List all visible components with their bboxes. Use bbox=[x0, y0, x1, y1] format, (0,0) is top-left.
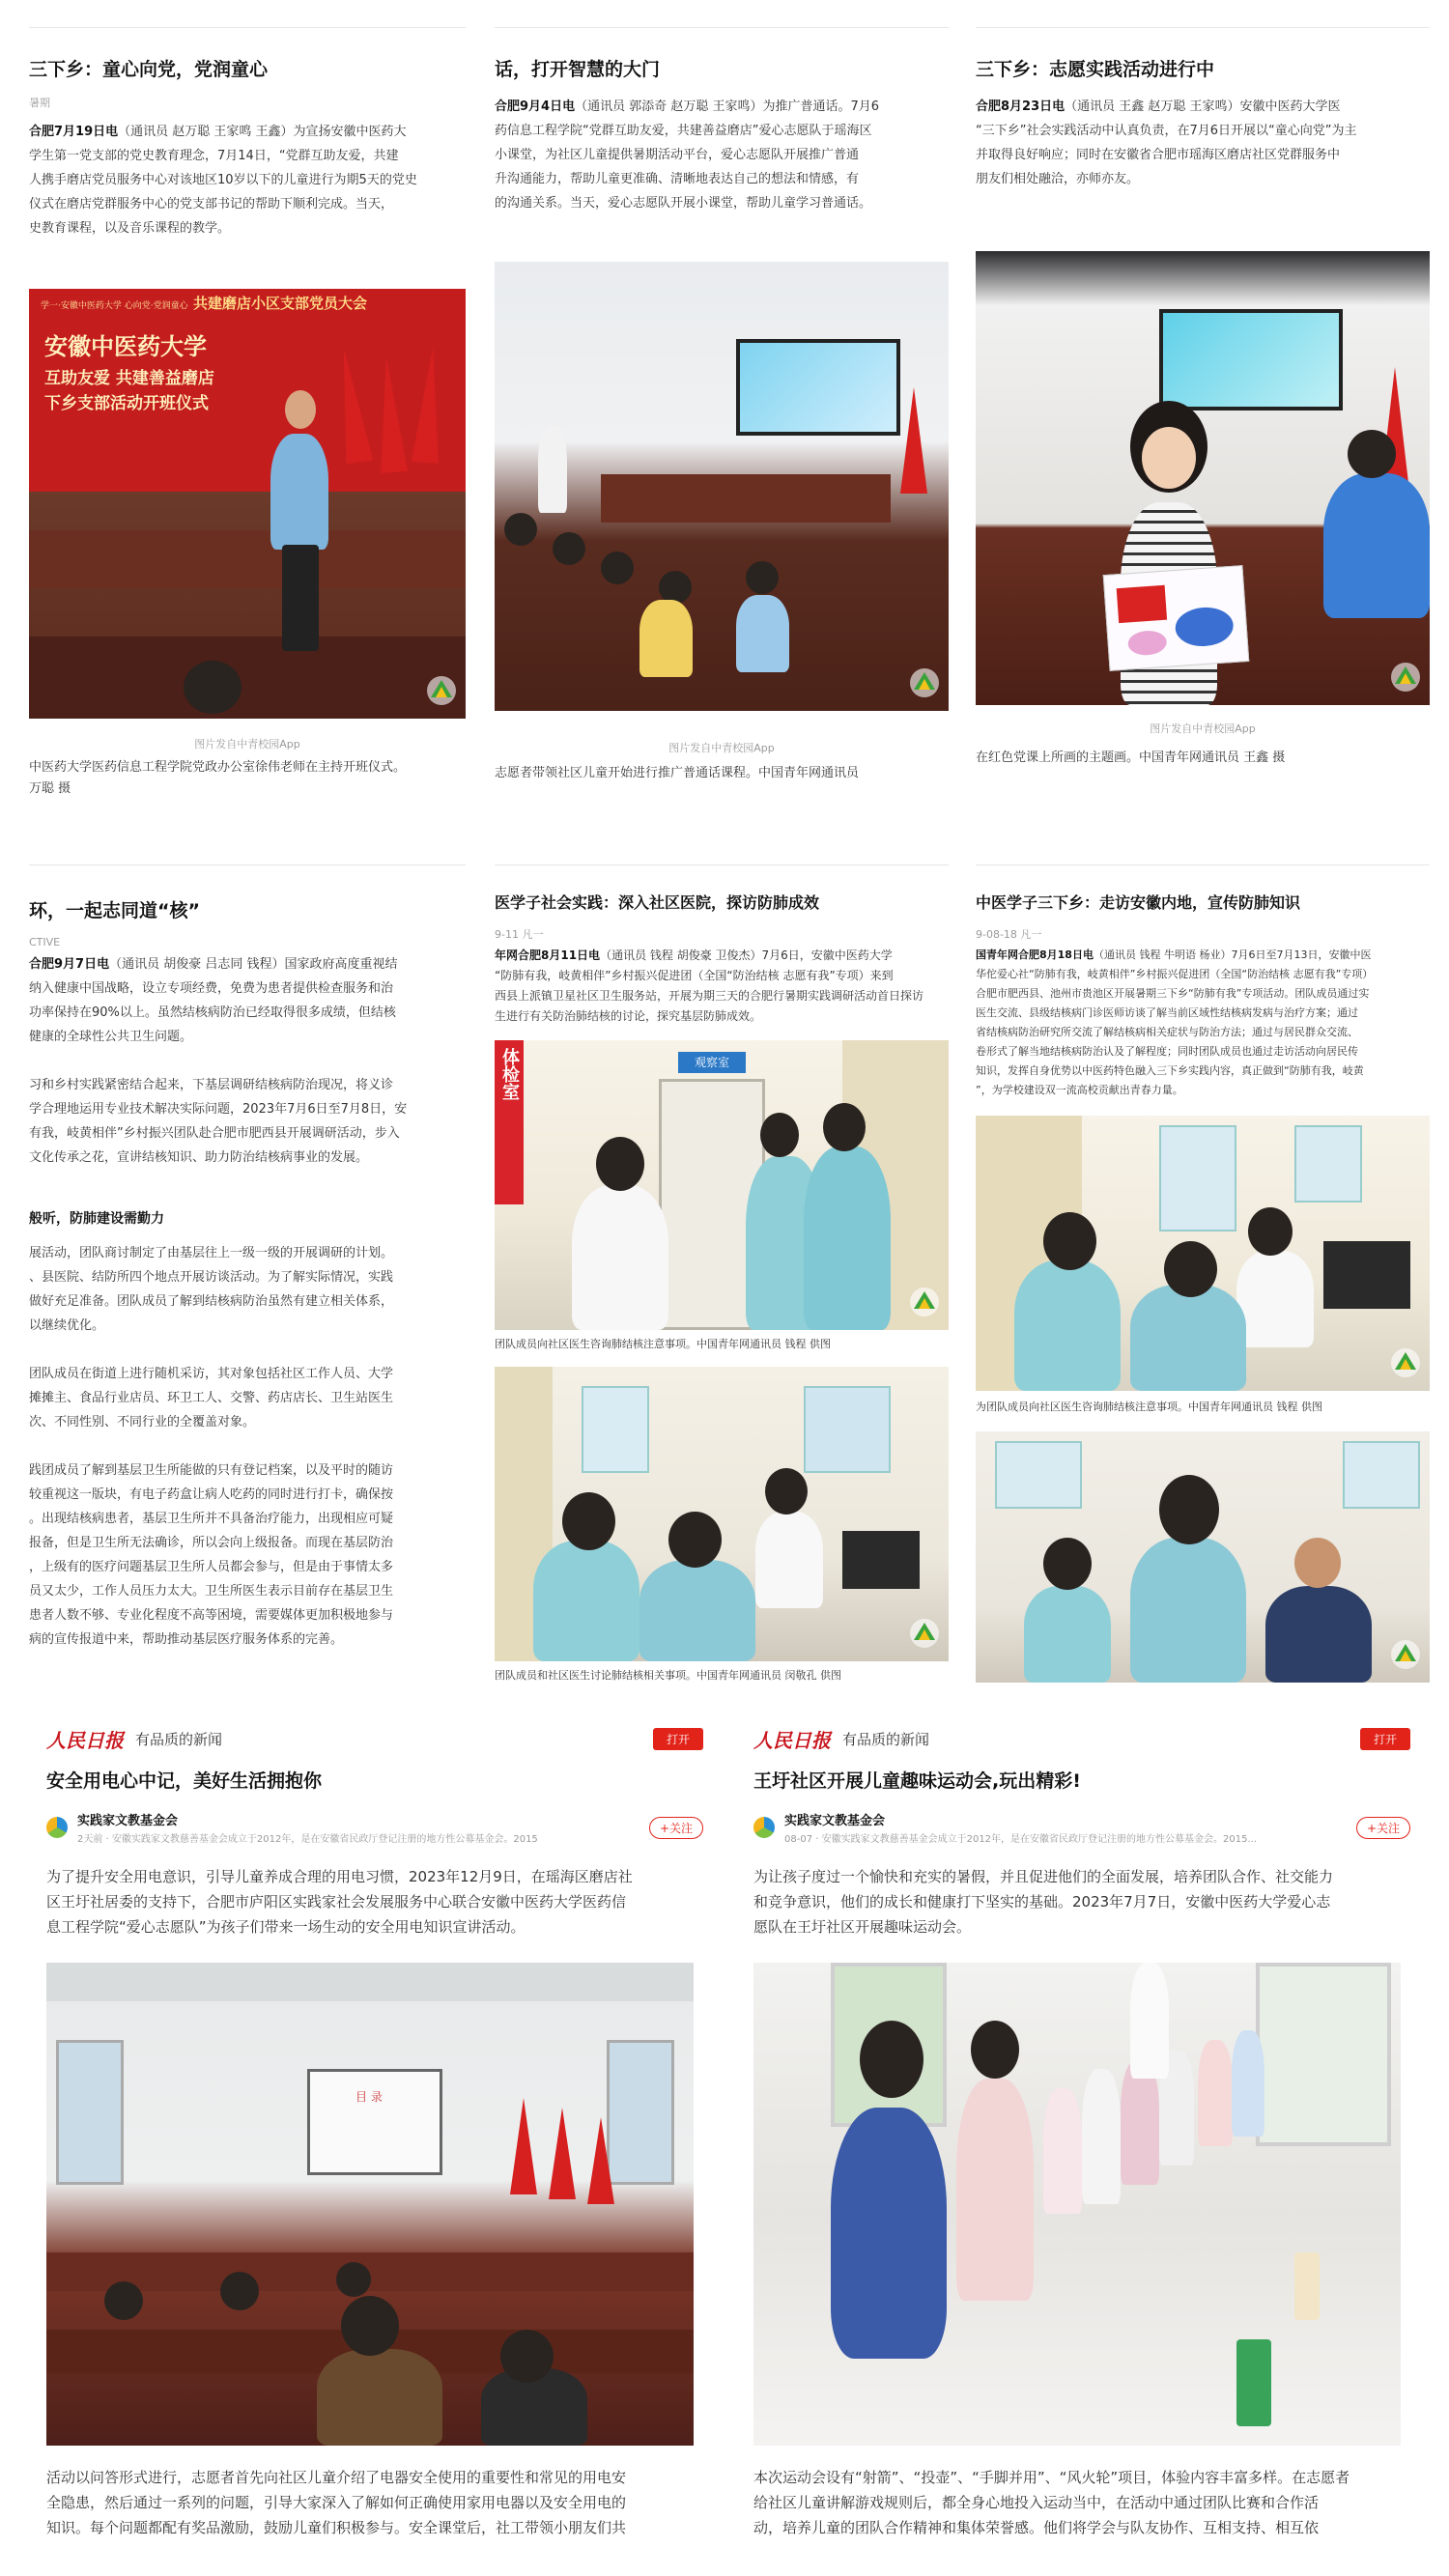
child bbox=[736, 595, 789, 672]
red-flag bbox=[510, 2098, 537, 2194]
open-button[interactable]: 打开 bbox=[1360, 1728, 1410, 1750]
audience-head bbox=[184, 661, 242, 714]
clinic-sign bbox=[495, 1040, 524, 1204]
follow-button[interactable]: +关注 bbox=[1356, 1817, 1410, 1839]
body-line: 生进行有关防治肺结核的讨论，探究基层防肺成效。 bbox=[495, 1009, 762, 1023]
body-line: 给社区儿童讲解游戏规则后，都全身心地投入运动当中，在活动中通过团队比赛和合作活 bbox=[753, 2494, 1320, 2511]
projector-screen bbox=[1159, 309, 1343, 410]
ceiling bbox=[46, 1963, 694, 2001]
body-line: 全隐患，然后通过一系列的问题，引导大家深入了解如何正确使用家用电器以及安全用电的 bbox=[46, 2494, 627, 2511]
boy bbox=[1323, 473, 1430, 618]
author-name[interactable]: 实践家文教基金会 bbox=[77, 1814, 179, 1828]
photo-clinic-consult-2 bbox=[976, 1116, 1430, 1391]
body-line: 仪式在磨店党群服务中心的党支部书记的帮助下顺利完成。当天， bbox=[29, 197, 394, 212]
photo-opening-ceremony bbox=[29, 289, 466, 719]
body-line: 健康的全球性公共卫生问题。 bbox=[29, 1030, 193, 1044]
child bbox=[1082, 2069, 1121, 2204]
body-line: 升沟通能力，帮助儿童更准确、清晰地表达自己的想法和情感，有 bbox=[495, 172, 860, 186]
brand-logo: 人民日报 bbox=[46, 1728, 124, 1752]
body-line: 医生交流、县级结核病门诊医师访谈了解当前区域性结核病发病与治疗方案；通过 bbox=[976, 1006, 1358, 1019]
body-line: 做好充足准备。团队成员了解到结核病防治虽然有建立相关体系， bbox=[29, 1294, 394, 1309]
child-head bbox=[659, 571, 692, 604]
doctor bbox=[755, 1512, 823, 1608]
article-panel-3 bbox=[976, 27, 1430, 829]
panel-title: 中医学子三下乡：走访安徽内地，宣传防肺知识 bbox=[976, 893, 1301, 912]
stage-table bbox=[601, 474, 891, 523]
panel-title: 三下乡：童心向党，党润童心 bbox=[29, 59, 269, 80]
photo-clinic-consult bbox=[495, 1040, 949, 1330]
volunteer bbox=[538, 426, 567, 513]
body-line: 动，培养儿童的团队合作精神和集体荣誉感。他们将学会与队友协作、互相支持、相互依 bbox=[753, 2519, 1320, 2536]
panel-title: 医学子社会实践：深入社区医院，探访防肺成效 bbox=[495, 893, 820, 912]
watermark-logo-icon bbox=[908, 666, 941, 699]
author-avatar-icon[interactable] bbox=[753, 1817, 775, 1838]
article-panel-1 bbox=[29, 27, 466, 829]
student bbox=[1014, 1260, 1121, 1391]
red-flag bbox=[587, 2117, 614, 2204]
article-panel-6 bbox=[976, 864, 1430, 1695]
panel-body bbox=[29, 120, 466, 241]
watermark-logo-icon bbox=[1389, 661, 1422, 694]
body-line: 知识，发挥自身优势以中医药特色融入三下乡实践内容，真正做到“防肺有我，岐黄 bbox=[976, 1064, 1364, 1077]
article-panel-5 bbox=[495, 864, 949, 1695]
student bbox=[804, 1146, 891, 1330]
body-line: 文化传承之花，宣讲结核知识、助力防治结核病事业的发展。 bbox=[29, 1150, 369, 1165]
student-head bbox=[562, 1492, 615, 1550]
boy-head bbox=[1348, 430, 1396, 478]
body-line: 次、不同性别、不同行业的全覆盖对象。 bbox=[29, 1415, 256, 1430]
panel-body bbox=[495, 95, 949, 215]
brand bbox=[46, 1725, 222, 1753]
dateline: 合肥9月4日电 bbox=[495, 99, 576, 114]
doctor bbox=[1236, 1251, 1314, 1347]
byline: （通讯员 王鑫 赵万聪 王家鸣）安徽中医药大学医 bbox=[1065, 99, 1341, 114]
brand-slogan: 有品质的新闻 bbox=[135, 1730, 223, 1748]
body-line: 小课堂，为社区儿童提供暑期活动平台，爱心志愿队开展推广普通 bbox=[495, 148, 860, 162]
child-head bbox=[220, 2272, 259, 2310]
monitor bbox=[842, 1531, 920, 1589]
banner-sub-text: 下乡支部活动开班仪式 bbox=[44, 394, 209, 413]
body-line: 员又太少，工作人员压力太大。卫生所医生表示目前存在基层卫生 bbox=[29, 1584, 394, 1599]
body-line: 本次运动会设有“射箭”、“投壶”、“手脚并用”、“风火轮”项目，体验内容丰富多样。在志愿者 bbox=[753, 2469, 1350, 2486]
banner-right-text: 共建磨店小区支部党员大会 bbox=[193, 295, 368, 312]
body-line: 较重视这一版块，有电子药盒让病人吃药的同时进行打卡，确保按 bbox=[29, 1487, 394, 1502]
body-line: 报备，但是卫生所无法确诊，所以会向上级报备。而现在基层防治 bbox=[29, 1536, 394, 1550]
body-line: 功率保持在90%以上。虽然结核病防治已经取得很多成绩，但结核 bbox=[29, 1005, 396, 1020]
body-line bbox=[29, 1434, 466, 1458]
student bbox=[1130, 1538, 1246, 1683]
panel-divider bbox=[976, 27, 1430, 28]
child-head bbox=[746, 561, 779, 594]
child-head bbox=[553, 532, 585, 565]
card-title: 王圩社区开展儿童趣味运动会,玩出精彩! bbox=[753, 1770, 1081, 1792]
body-line: 合肥市肥西县、池州市贵池区开展暑期三下乡“防肺有我”专项活动。团队成员通过实 bbox=[976, 987, 1370, 1000]
panel-body bbox=[976, 95, 1430, 191]
panel-divider bbox=[976, 864, 1430, 865]
brand bbox=[753, 1725, 929, 1753]
author-meta: 08-07 · 安徽实践家文教慈善基金会成立于2012年，是在安徽省民政厅登记注册的地方性公募基金会。2015... bbox=[784, 1834, 1258, 1845]
desk bbox=[29, 637, 466, 719]
news-card-2 bbox=[753, 1724, 1410, 2564]
girl-face bbox=[1142, 427, 1196, 489]
body-line: 愿队在王圩社区开展趣味运动会。 bbox=[753, 1918, 972, 1936]
panel-divider bbox=[495, 864, 949, 865]
student-head bbox=[823, 1103, 866, 1151]
student-head bbox=[1043, 1212, 1096, 1270]
author-row bbox=[753, 1810, 1410, 1845]
body-line: 患者人数不够、专业化程度不高等困境，需要媒体更加积极地参与 bbox=[29, 1608, 394, 1623]
body-line: 华佗爱心社“防肺有我，岐黄相伴”乡村振兴促进团（全国“防治结核 志愿有我”专项） bbox=[976, 968, 1374, 980]
poster bbox=[995, 1441, 1082, 1509]
brand-logo: 人民日报 bbox=[753, 1728, 831, 1752]
child bbox=[317, 2349, 442, 2446]
panel-body bbox=[976, 946, 1430, 1100]
follow-button[interactable]: +关注 bbox=[649, 1817, 703, 1839]
student-head bbox=[1043, 1538, 1092, 1590]
watermark-logo-icon bbox=[908, 1286, 941, 1318]
student-head bbox=[1159, 1475, 1219, 1544]
doctor-head bbox=[765, 1468, 808, 1514]
child-head bbox=[336, 2262, 371, 2297]
student-head bbox=[760, 1113, 799, 1157]
poster bbox=[1294, 1125, 1362, 1203]
body-line: 。出现结核病患者，基层卫生所并不具备治疗能力，出现相应可疑 bbox=[29, 1512, 394, 1526]
speaker bbox=[270, 434, 328, 550]
room-sign bbox=[678, 1052, 746, 1073]
body-line: 习和乡村实践紧密结合起来，下基层调研结核病防治现况，将义诊 bbox=[29, 1078, 394, 1092]
body-line: 知识。每个问题都配有奖品激励，鼓励儿童们积极参与。安全课堂后，社工带领小朋友们共 bbox=[46, 2519, 627, 2536]
child-head bbox=[971, 2021, 1019, 2079]
body-line: 以继续优化。 bbox=[29, 1318, 105, 1333]
poster bbox=[1159, 1125, 1236, 1231]
doctor-head bbox=[1248, 1207, 1293, 1256]
window bbox=[56, 2040, 124, 2185]
speaker-head bbox=[285, 390, 316, 429]
monitor bbox=[1323, 1241, 1410, 1309]
dateline: 国青年网合肥8月18日电 bbox=[976, 948, 1094, 961]
panel-meta: 暑期 bbox=[29, 97, 50, 109]
card-body-continued bbox=[753, 2465, 1410, 2540]
body-line: 为了提升安全用电意识，引导儿童养成合理的用电习惯，2023年12月9日，在瑶海区磨店社 bbox=[46, 1868, 633, 1885]
red-flag bbox=[900, 387, 927, 494]
byline: （通讯员 钱程 胡俊豪 卫俊杰）7月6日，安徽中医药大学 bbox=[600, 948, 893, 962]
photo-caption: 团队成员向社区医生咨询肺结核注意事项。中国青年网通讯员 钱程 供图 bbox=[495, 1338, 831, 1350]
student-head bbox=[1164, 1241, 1217, 1297]
card-body bbox=[46, 1864, 703, 1939]
watermark-logo-icon bbox=[1389, 1346, 1422, 1379]
slide-title: 目 录 bbox=[355, 2090, 383, 2104]
dateline: 合肥7月19日电 bbox=[29, 125, 119, 139]
byline: （通讯员 郭添奇 赵万聪 王家鸣）为推广普通话。7月6 bbox=[575, 99, 880, 114]
body-line: 、县医院、结防所四个地点开展访谈活动。为了解实际情况，实践 bbox=[29, 1270, 394, 1285]
poster bbox=[804, 1386, 891, 1473]
body-line: ，上级有的医疗问题基层卫生所人员都会参与，但是由于事情太多 bbox=[29, 1560, 394, 1574]
child bbox=[1198, 2040, 1233, 2146]
panel-divider bbox=[29, 27, 466, 28]
author-row bbox=[46, 1810, 703, 1845]
photo-credit: 图片发自中青校园App bbox=[1150, 722, 1256, 735]
dateline: 合肥9月7日电 bbox=[29, 957, 110, 972]
photo-caption: 万聪 摄 bbox=[29, 781, 71, 796]
panel-meta: CTIVE bbox=[29, 936, 61, 948]
article-panel-4 bbox=[29, 864, 466, 1695]
body-line: 药信息工程学院“党群互助友爱，共建善益磨店”爱心志愿队于瑶海区 bbox=[495, 124, 872, 138]
student bbox=[1024, 1586, 1111, 1683]
body-line: 并取得良好响应；同时在安徽省合肥市瑶海区磨店社区党群服务中 bbox=[976, 148, 1341, 162]
panel-title: 环，一起志同道“核” bbox=[29, 900, 200, 921]
author-info bbox=[77, 1810, 538, 1845]
speaker-legs bbox=[282, 545, 319, 651]
panel-title: 三下乡：志愿实践活动进行中 bbox=[976, 59, 1215, 80]
panel-meta: 9-08-18 凡一 bbox=[976, 928, 1042, 941]
body-line: 朋友们相处融洽，亦师亦友。 bbox=[976, 172, 1140, 186]
room-sign-text: 观察室 bbox=[694, 1056, 729, 1069]
banner-top-text: 学一·安徽中医药大学 心向党·党润童心 bbox=[41, 301, 188, 311]
photo-clinic-discussion bbox=[495, 1367, 949, 1661]
body-line: 史教育课程，以及音乐课程的教学。 bbox=[29, 221, 231, 236]
body-line: 区王圩社居委的支持下，合肥市庐阳区实践家社会发展服务中心联合安徽中医药大学医药信 bbox=[46, 1893, 627, 1911]
watermark-logo-icon bbox=[908, 1617, 941, 1650]
open-button[interactable]: 打开 bbox=[653, 1728, 703, 1750]
volunteer bbox=[1130, 1963, 1169, 2079]
photo-credit: 图片发自中青校园App bbox=[668, 742, 775, 754]
brand-slogan: 有品质的新闻 bbox=[842, 1730, 930, 1748]
child bbox=[956, 2079, 1034, 2301]
body-line: 为让孩子度过一个愉快和充实的暑假，并且促进他们的全面发展，培养团队合作、社交能力 bbox=[753, 1868, 1334, 1885]
author-name[interactable]: 实践家文教基金会 bbox=[784, 1814, 886, 1828]
doctor bbox=[572, 1185, 668, 1330]
card-header bbox=[46, 1724, 703, 1753]
body-line: 人携手磨店党员服务中心对该地区10岁以下的儿童进行为期5天的党史 bbox=[29, 173, 417, 187]
banner-sub-text: 互助友爱 共建善益磨店 bbox=[44, 369, 214, 388]
author-avatar-icon[interactable] bbox=[46, 1817, 68, 1838]
byline: （通讯员 赵万聪 王家鸣 王鑫）为宣扬安徽中医药大 bbox=[118, 125, 407, 139]
watermark-logo-icon bbox=[1389, 1638, 1422, 1671]
poster bbox=[582, 1386, 649, 1473]
body-line: 息工程学院“爱心志愿队”为孩子们带来一场生动的安全用电知识宣讲活动。 bbox=[46, 1918, 526, 1936]
card-header bbox=[753, 1724, 1410, 1753]
body-line: 省结核病防治研究所交流了解结核病相关症状与防治方法；通过与居民群众交流、 bbox=[976, 1026, 1358, 1038]
drawing-paper bbox=[1103, 565, 1250, 671]
body-line: 践团成员了解到基层卫生所能做的只有登记档案，以及平时的随访 bbox=[29, 1463, 394, 1478]
child-head bbox=[104, 2281, 143, 2320]
body-line: 活动以问答形式进行，志愿者首先向社区儿童介绍了电器安全使用的重要性和常见的用电安 bbox=[46, 2469, 627, 2486]
body-line: 和竞争意识，他们的成长和健康打下坚实的基础。2023年7月7日，安徽中医药大学爱心志 bbox=[753, 1893, 1331, 1911]
doctor-head bbox=[596, 1137, 644, 1191]
body-line: 纳入健康中国战略，设立专项经费，免费为患者提供检查服务和治 bbox=[29, 981, 394, 996]
photo-girl-with-drawing bbox=[976, 251, 1430, 705]
body-line: 展活动，团队商讨制定了由基层往上一级一级的开展调研的计划。 bbox=[29, 1246, 394, 1260]
girl-in-dress bbox=[831, 2108, 947, 2359]
child-head bbox=[504, 513, 537, 546]
doctor-head bbox=[1294, 1538, 1341, 1588]
student bbox=[1130, 1285, 1246, 1391]
desk bbox=[29, 530, 466, 588]
window bbox=[1256, 1963, 1391, 2146]
projector-screen bbox=[736, 339, 900, 436]
paper-cup bbox=[1294, 2252, 1320, 2320]
paper-cup bbox=[1236, 2339, 1271, 2426]
body-line: 西县上派镇卫星社区卫生服务站，开展为期三天的合肥行暑期实践调研活动首日探访 bbox=[495, 989, 924, 1003]
body-line bbox=[29, 1338, 466, 1362]
panel-body-2 bbox=[29, 1241, 466, 1652]
news-card-1 bbox=[46, 1724, 703, 2564]
body-line: 病的宣传报道中来，帮助推动基层医疗服务体系的完善。 bbox=[29, 1632, 344, 1647]
byline: （通讯员 胡俊豪 吕志同 钱程）国家政府高度重视结 bbox=[109, 957, 398, 972]
body-line bbox=[29, 1049, 466, 1073]
photo-clinic-group bbox=[976, 1431, 1430, 1683]
photo-caption: 中医药大学医药信息工程学院党政办公室徐伟老师在主持开班仪式。 bbox=[29, 760, 407, 775]
child-head bbox=[500, 2330, 554, 2383]
body-line: “三下乡”社会实践活动中认真负责，在7月6日开展以“童心向党”为主 bbox=[976, 124, 1357, 138]
photo-electric-safety-class bbox=[46, 1963, 694, 2446]
panel-meta: 9-11 凡一 bbox=[495, 928, 544, 941]
photo-caption: 在红色党课上所画的主题画。中国青年网通讯员 王鑫 摄 bbox=[976, 750, 1286, 765]
body-line: “防肺有我，岐黄相伴”乡村振兴促进团（全国“防治结核 志愿有我”专项）来到 bbox=[495, 969, 894, 982]
body-line: 学生第一党支部的党史教育理念，7月14日，“党群互助友爱，共建 bbox=[29, 149, 399, 163]
body-line: 摊摊主、食品行业店员、环卫工人、交警、药店店长、卫生站医生 bbox=[29, 1391, 394, 1405]
projector-screen bbox=[307, 2069, 442, 2175]
card-body bbox=[753, 1864, 1410, 1939]
desk-row bbox=[46, 2252, 694, 2291]
body-line: 的沟通关系。当天，爱心志愿队开展小课堂，帮助儿童学习普通话。 bbox=[495, 196, 872, 211]
child bbox=[1232, 2030, 1264, 2137]
body-line: 学合理地运用专业技术解决实际问题，2023年7月6日至7月8日，安 bbox=[29, 1102, 408, 1117]
dateline: 年网合肥8月11日电 bbox=[495, 948, 601, 962]
photo-credit: 图片发自中青校园App bbox=[194, 738, 300, 750]
red-flag bbox=[549, 2108, 576, 2199]
student bbox=[639, 1560, 755, 1661]
panel-body bbox=[29, 952, 466, 1170]
card-body-continued bbox=[46, 2465, 703, 2540]
banner-main-text: 安徽中医药大学 bbox=[44, 333, 207, 360]
author-info bbox=[784, 1810, 1257, 1845]
photo-putonghua-class bbox=[495, 262, 949, 711]
panel-body bbox=[495, 946, 949, 1027]
doctor bbox=[1265, 1586, 1372, 1683]
body-line: ”，为学校建设双一流高校贡献出青春力量。 bbox=[976, 1084, 1183, 1096]
child bbox=[1043, 2088, 1082, 2214]
poster bbox=[1343, 1441, 1420, 1509]
body-line: 卷形式了解当地结核病防治认及了解程度；同时团队成员也通过走访活动向居民传 bbox=[976, 1045, 1358, 1058]
clinic-sign-text: 体检室 bbox=[499, 1048, 520, 1100]
dateline: 合肥8月23日电 bbox=[976, 99, 1065, 114]
student bbox=[533, 1541, 639, 1661]
body-line: 团队成员在街道上进行随机采访，其对象包括社区工作人员、大学 bbox=[29, 1367, 394, 1381]
panel-divider bbox=[495, 27, 949, 28]
photo-caption: 志愿者带领社区儿童开始进行推广普通话课程。中国青年网通讯员 bbox=[495, 766, 860, 780]
section-subhead: 般听，防肺建设需勤力 bbox=[29, 1211, 164, 1227]
student-head bbox=[668, 1512, 722, 1568]
photo-kids-sports-day bbox=[753, 1963, 1401, 2446]
byline: （通讯员 钱程 牛明语 杨业）7月6日至7月13日，安徽中医 bbox=[1093, 948, 1372, 961]
author-meta: 2天前 · 安徽实践家文教慈善基金会成立于2012年，是在安徽省民政厅登记注册的地方性公募基金会。2015 bbox=[77, 1834, 538, 1845]
article-panel-2 bbox=[495, 27, 949, 848]
child bbox=[639, 600, 693, 677]
photo-caption: 为团队成员向社区医生咨询肺结核注意事项。中国青年网通讯员 钱程 供图 bbox=[976, 1401, 1322, 1413]
watermark-logo-icon bbox=[425, 674, 458, 707]
body-line: 有我，岐黄相伴”乡村振兴团队赴合肥市肥西县开展调研活动，步入 bbox=[29, 1126, 400, 1141]
girl-head bbox=[860, 2021, 923, 2098]
photo-caption: 团队成员和社区医生讨论肺结核相关事项。中国青年网通讯员 闵敬孔 供图 bbox=[495, 1669, 841, 1682]
panel-title: 话，打开智慧的大门 bbox=[495, 59, 661, 80]
window bbox=[607, 2040, 674, 2185]
card-title: 安全用电心中记，美好生活拥抱你 bbox=[46, 1770, 323, 1792]
child-head bbox=[341, 2296, 399, 2356]
child-head bbox=[601, 552, 634, 584]
panel-divider bbox=[29, 864, 466, 865]
